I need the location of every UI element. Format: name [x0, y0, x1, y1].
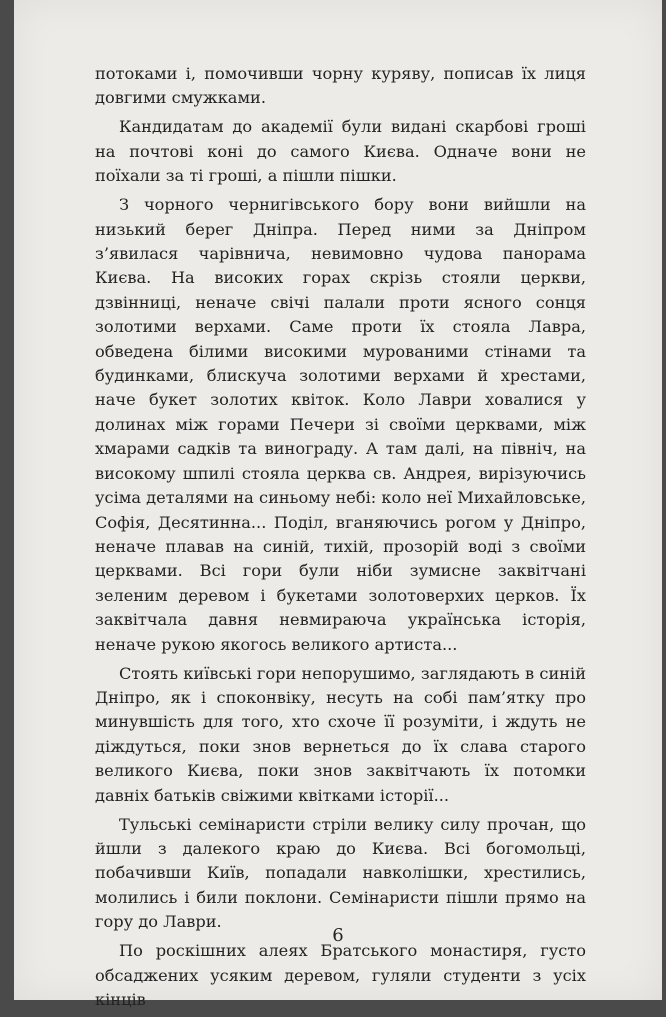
- paragraph-4: Стоять київські гори непорушимо, заглядають в синій Дніпро, як і споконвіку, несуть на собі пам’ятку про минувшість для того, хто схоче її розуміти, і ждуть не діждуться, поки знов вернеться до їх слава старого великого Києва, поки знов заквітчають їх потомки давніх батьків свіжими квітками історії...: [95, 663, 586, 805]
- body-text: [95, 62, 586, 1017]
- paragraph-5: Тульські семінаристи стріли велику силу прочан, що йшли з далекого краю до Києва. Всі богомольці, побачивши Київ, попадали навколішки, хрестились, молились і били поклони. Семінаристи пішли прямо на гору до Лаври.: [95, 814, 586, 932]
- page-number: 6: [332, 925, 344, 946]
- paragraph-6: По роскішних алеях Братського монастиря, густо обсаджених усяким деревом, гуляли студенти з усіх кінців: [95, 941, 586, 1009]
- book-page: [14, 0, 662, 1009]
- paragraph-3: З чорного чернигівського бору вони вийшли на низький берег Дніпра. Перед ними за Дніпром з’явилася чарівнича, невимовно чудова панорама Києва. На високих горах скрізь стояли церкви, дзвінниці, неначе свічі палали проти ясного сонця золотими верхами. Саме проти їх стояла Лавра, обведена білими високими мурованими стінами та будинками, блискуча золотими верхами й хрестами, наче букет золотих квіток. Коло Лаври ховалися у долинах між горами Печери зі своїми церквами, між хмарами садків та винограду. А там далі, на північ, на високому шпилі стояла церква св. Андрея, вирізуючись усіма деталями на синьому небі: коло неї Михайловське, Софія, Десятинна... Поділ, вганяючись рогом у Дніпро, неначе плавав на синій, тихій, прозорій воді з своїми церквами. Всі гори були ніби зумисне заквітчані зеленим деревом і букетами золотоверхих церков. Їх заквітчала давня невмираюча українська історія, неначе рукою якогось великого артиста...: [95, 195, 586, 654]
- paragraph-2: Кандидатам до академії були видані скарбові гроші на почтові коні до самого Києва. Одначе вони не поїхали за ті гроші, а пішли пішки.: [95, 117, 586, 186]
- paragraph-1: потоками і, помочивши чорну куряву, пописав їх лиця довгими смужками.: [95, 64, 586, 108]
